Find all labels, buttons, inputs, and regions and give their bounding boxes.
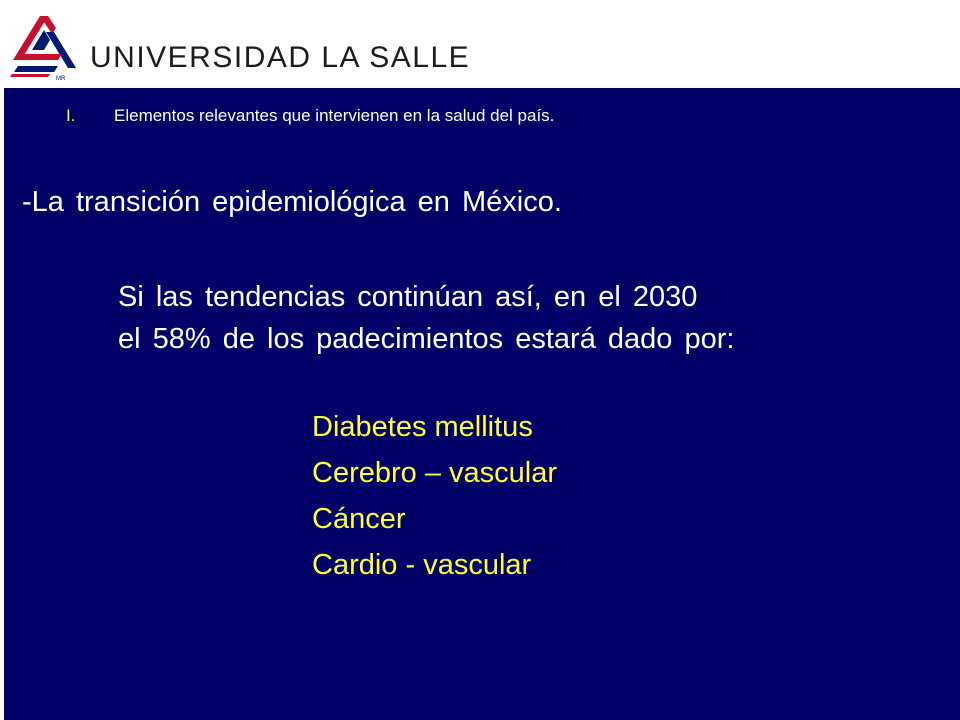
paragraph-line-2: el 58% de los padecimientos estará dado por:	[118, 323, 735, 355]
section-number: I.	[66, 106, 76, 125]
paragraph-line-1: Si las tendencias continúan así, en el 2030	[118, 281, 698, 313]
slide-heading: -La transición epidemiológica en México.	[22, 186, 562, 218]
body-paragraph	[118, 276, 734, 360]
conditions-list	[312, 404, 557, 588]
logo-registered-mark: MR	[56, 76, 66, 82]
la-salle-logo-icon	[10, 10, 82, 82]
brand-name: UNIVERSIDAD LA SALLE	[90, 41, 471, 74]
section-text: Elementos relevantes que intervienen en la salud del país.	[114, 106, 555, 125]
condition-item: Cáncer	[312, 503, 406, 535]
condition-item: Diabetes mellitus	[312, 411, 533, 443]
condition-item: Cardio - vascular	[312, 549, 532, 581]
slide-body	[4, 88, 960, 720]
section-item	[66, 104, 554, 128]
condition-item: Cerebro – vascular	[312, 457, 557, 489]
header-bar	[0, 0, 960, 88]
